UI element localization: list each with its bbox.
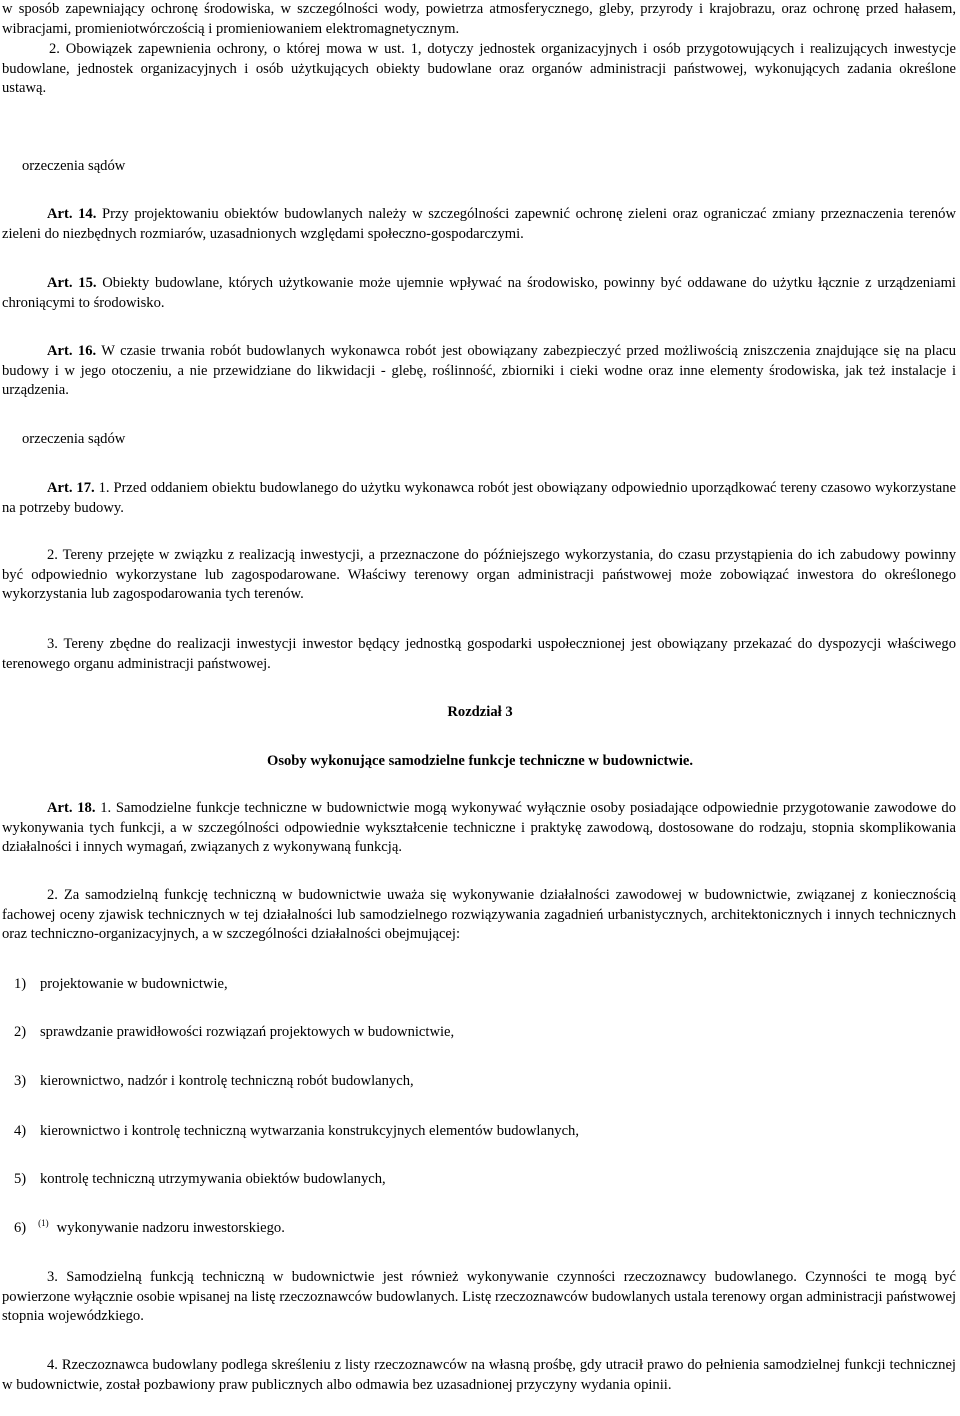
- chapter-title: Osoby wykonujące samodzielne funkcje techniczne w budownictwie.: [266, 753, 694, 769]
- art15-paragraph: [2, 274, 956, 313]
- list-item-text: kierownictwo, nadzór i kontrolę techniczną robót budowlanych,: [40, 1073, 414, 1089]
- court-rulings-link-2-label[interactable]: orzeczenia sądów: [22, 431, 126, 447]
- list-item-number: 5): [14, 1171, 27, 1187]
- art15-text: Obiekty budowlane, których użytkowanie może ujemnie wpływać na środowisko, powinny być oddawane do użytku łącznie z urządzeniami chroniącymi to środowisko.: [2, 275, 956, 311]
- list-item: [14, 975, 954, 995]
- art15-label: Art. 15.: [47, 275, 97, 291]
- court-rulings-link-2[interactable]: [22, 430, 125, 450]
- art17-paragraph-3: 3. Tereny zbędne do realizacji inwestycji inwestor będący jednostką gospodarki uspołecznionej jest obowiązany przekazać do dyspozycji właściwego terenowego organu administracji państwowej.: [2, 636, 956, 672]
- art18-paragraph-2: 2. Za samodzielną funkcję techniczną w budownictwie uważa się wykonywanie działalności zawodowej w budownictwie, związanej z koniecznością fachowej oceny zjawisk technicznych w tej działalności lub samodzielnego rozwiązywania zagadnień urbanistycznych, architektonicznych i innych technicznych oraz techniczno-organizacyjnych, a w szczególności działalności obejmującej:: [2, 887, 956, 942]
- art18-text-1: 1. Samodzielne funkcje techniczne w budownictwie mogą wykonywać wyłącznie osoby posiadające odpowiednie przygotowanie zawodowe do wykonywania tych funkcji, a w szczególności odpowiednie wykształcenie techniczne i praktykę zawodową, dostosowane do rodzaju, stopnia skomplikowania działalności i innych wymagań, związanych z wykonywaną funkcją.: [2, 800, 956, 855]
- list-item-number: 6): [14, 1220, 27, 1236]
- list-item: [14, 1122, 954, 1142]
- art14-paragraph: [2, 205, 956, 244]
- art17-label: Art. 17.: [47, 480, 95, 496]
- list-item-number: 2): [14, 1024, 27, 1040]
- list-item-text: kontrolę techniczną utrzymywania obiektów budowlanych,: [40, 1171, 386, 1187]
- footnote-marker: (1): [38, 1218, 49, 1228]
- list-item: [14, 1219, 954, 1239]
- court-rulings-link-1-label[interactable]: orzeczenia sądów: [22, 158, 126, 174]
- list-item-text: kierownictwo i kontrolę techniczną wytwarzania konstrukcyjnych elementów budowlanych,: [40, 1123, 579, 1139]
- art17-paragraph-1: [2, 479, 956, 518]
- list-item-number: 4): [14, 1123, 27, 1139]
- list-item-text: sprawdzanie prawidłowości rozwiązań projektowych w budownictwie,: [40, 1024, 455, 1040]
- list-item-text: wykonywanie nadzoru inwestorskiego.: [56, 1220, 285, 1236]
- art18-paragraph-4: 4. Rzeczoznawca budowlany podlega skreśleniu z listy rzeczoznawców na własną prośbę, gdy utracił prawo do pełnienia samodzielnej funkcji technicznej w budownictwie, został pozbawiony praw publicznych albo odmawia bez uzasadnionej przyczyny wydania opinii.: [2, 1357, 956, 1393]
- list-item: [14, 1072, 954, 1092]
- list-item: [14, 1023, 954, 1043]
- list-item-number: 1): [14, 976, 27, 992]
- art14-label: Art. 14.: [47, 206, 97, 222]
- list-item-text: projektowanie w budownictwie,: [40, 976, 228, 992]
- art13-paragraph-2: 2. Obowiązek zapewnienia ochrony, o której mowa w ust. 1, dotyczy jednostek organizacyjnych i osób przygotowujących i realizujących inwestycje budowlane, jednostek organizacyjnych i osób użytkujących obiekty budowlane oraz organów administracji państwowej, wykonujących zadania określone ustawą.: [2, 41, 956, 96]
- art16-label: Art. 16.: [47, 343, 97, 359]
- art18-paragraph-3: 3. Samodzielną funkcją techniczną w budownictwie jest również wykonywanie czynności rzeczoznawcy budowlanego. Czynności te mogą być powierzone wyłącznie osobie wpisanej na listę rzeczoznawców budowlanych. Listę rzeczoznawców budowlanych ustala terenowy organ administracji państwowej stopnia wojewódzkiego.: [2, 1269, 956, 1324]
- art16-paragraph: [2, 342, 956, 401]
- intro-paragraph: w sposób zapewniający ochronę środowiska, w szczególności wody, powietrza atmosferycznego, gleby, przyrody i krajobrazu, oraz ochronę przed hałasem, wibracjami, promieniotwórczością i promieniowaniem elektromagnetycznym.: [2, 1, 956, 37]
- art18-label: Art. 18.: [47, 800, 96, 816]
- chapter-number: Rozdział 3: [447, 704, 513, 720]
- court-rulings-link-1[interactable]: [22, 157, 125, 177]
- art17-paragraph-2: 2. Tereny przejęte w związku z realizacją inwestycji, a przeznaczone do późniejszego wykorzystania, do czasu przystąpienia do ich zabudowy powinny być odpowiednio wykorzystane lub zagospodarowane. Właściwy terenowy organ administracji państwowej może zobowiązać inwestora do określonego wykorzystania lub zagospodarowania tych terenów.: [2, 547, 956, 602]
- art14-text: Przy projektowaniu obiektów budowlanych należy w szczególności zapewnić ochronę zieleni oraz ograniczać zmiany przeznaczenia terenów zieleni do niezbędnych rozmiarów, uzasadnionych względami społeczno-gospodarczymi.: [2, 206, 956, 242]
- art18-paragraph-1: [2, 799, 956, 858]
- list-item-number: 3): [14, 1073, 27, 1089]
- list-item: [14, 1170, 954, 1190]
- art17-text-1: 1. Przed oddaniem obiektu budowlanego do użytku wykonawca robót jest obowiązany odpowiednio uporządkować tereny czasowo wykorzystane na potrzeby budowy.: [2, 480, 957, 516]
- art16-text: W czasie trwania robót budowlanych wykonawca robót jest obowiązany zabezpieczyć przed możliwością zniszczenia znajdujące się na placu budowy i w jego otoczeniu, a nie przewidziane do likwidacji - glebę, roślinność, zbiorniki i cieki wodne oraz inne elementy środowiska, jak też instalacje i urządzenia.: [2, 343, 956, 398]
